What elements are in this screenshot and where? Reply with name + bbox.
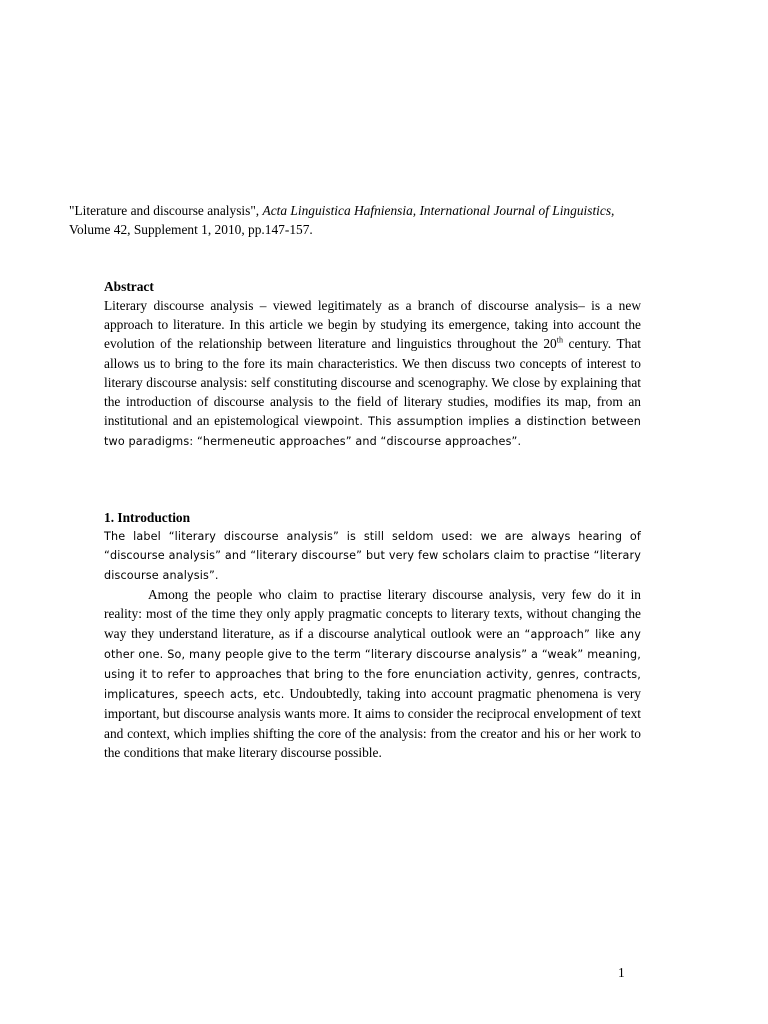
abstract-heading: Abstract [104, 279, 154, 294]
page-number: 1 [618, 965, 625, 980]
citation-journal: Acta Linguistica Hafniensia, International Journal of Linguistics, [262, 203, 615, 218]
introduction-paragraph-2 [104, 585, 641, 762]
citation [69, 201, 649, 239]
introduction-paragraph-2-part3: Undoubtedly, taking into account pragmatic phenomena is very important, but discourse analysis wants more. It aims to consider the reciprocal envelopment of text and context, which implies shifting the core of the analysis: from the creator and his or her work to the conditions that make literary discourse possible. [104, 686, 641, 760]
introduction-heading: 1. Introduction [104, 510, 191, 525]
century-superscript: th [556, 335, 563, 345]
citation-details: Volume 42, Supplement 1, 2010, pp.147-157. [69, 222, 313, 237]
abstract-text-part3: viewpoint. This assumption implies a distinction between two paradigms: “hermeneutic approaches” and “discourse approaches”. [104, 415, 641, 449]
citation-title: "Literature and discourse analysis", [69, 203, 263, 218]
abstract-text-part1: Literary discourse analysis – viewed legitimately as a branch of discourse analysis– is a new approach to literature. In this article we begin by studying its emergence, taking into account the evolution of the relationship between literature and linguistics throughout the 20 [104, 298, 641, 352]
introduction-section [104, 508, 641, 762]
introduction-paragraph-2-part2: “approach” like any other one. So, many people give to the term “literary discourse analysis” a “weak” meaning, using it to refer to approaches that bring to the fore enunciation activity, genres, contracts, implicatures, speech acts, etc. [104, 627, 641, 702]
introduction-paragraph-2-part1: Among the people who claim to practise literary discourse analysis, very few do it in reality: most of the time they only apply pragmatic concepts to literary texts, without changing the way they understand literature, as if a discourse analytical outlook were an [104, 587, 641, 641]
abstract-text [104, 296, 641, 452]
abstract-text-part2: century. That allows us to bring to the fore its main characteristics. We then discuss two concepts of interest to literary discourse analysis: self constituting discourse and scenography. We close by explaining that the introduction of discourse analysis to the field of literary studies, modifies its map, from an institutional and an epistemological [104, 336, 641, 429]
abstract-section [104, 277, 641, 452]
introduction-paragraph-1: The label “literary discourse analysis” is still seldom used: we are always hearing of “discourse analysis” and “literary discourse” but very few scholars claim to practise “literary discourse analysis”. [104, 530, 641, 582]
